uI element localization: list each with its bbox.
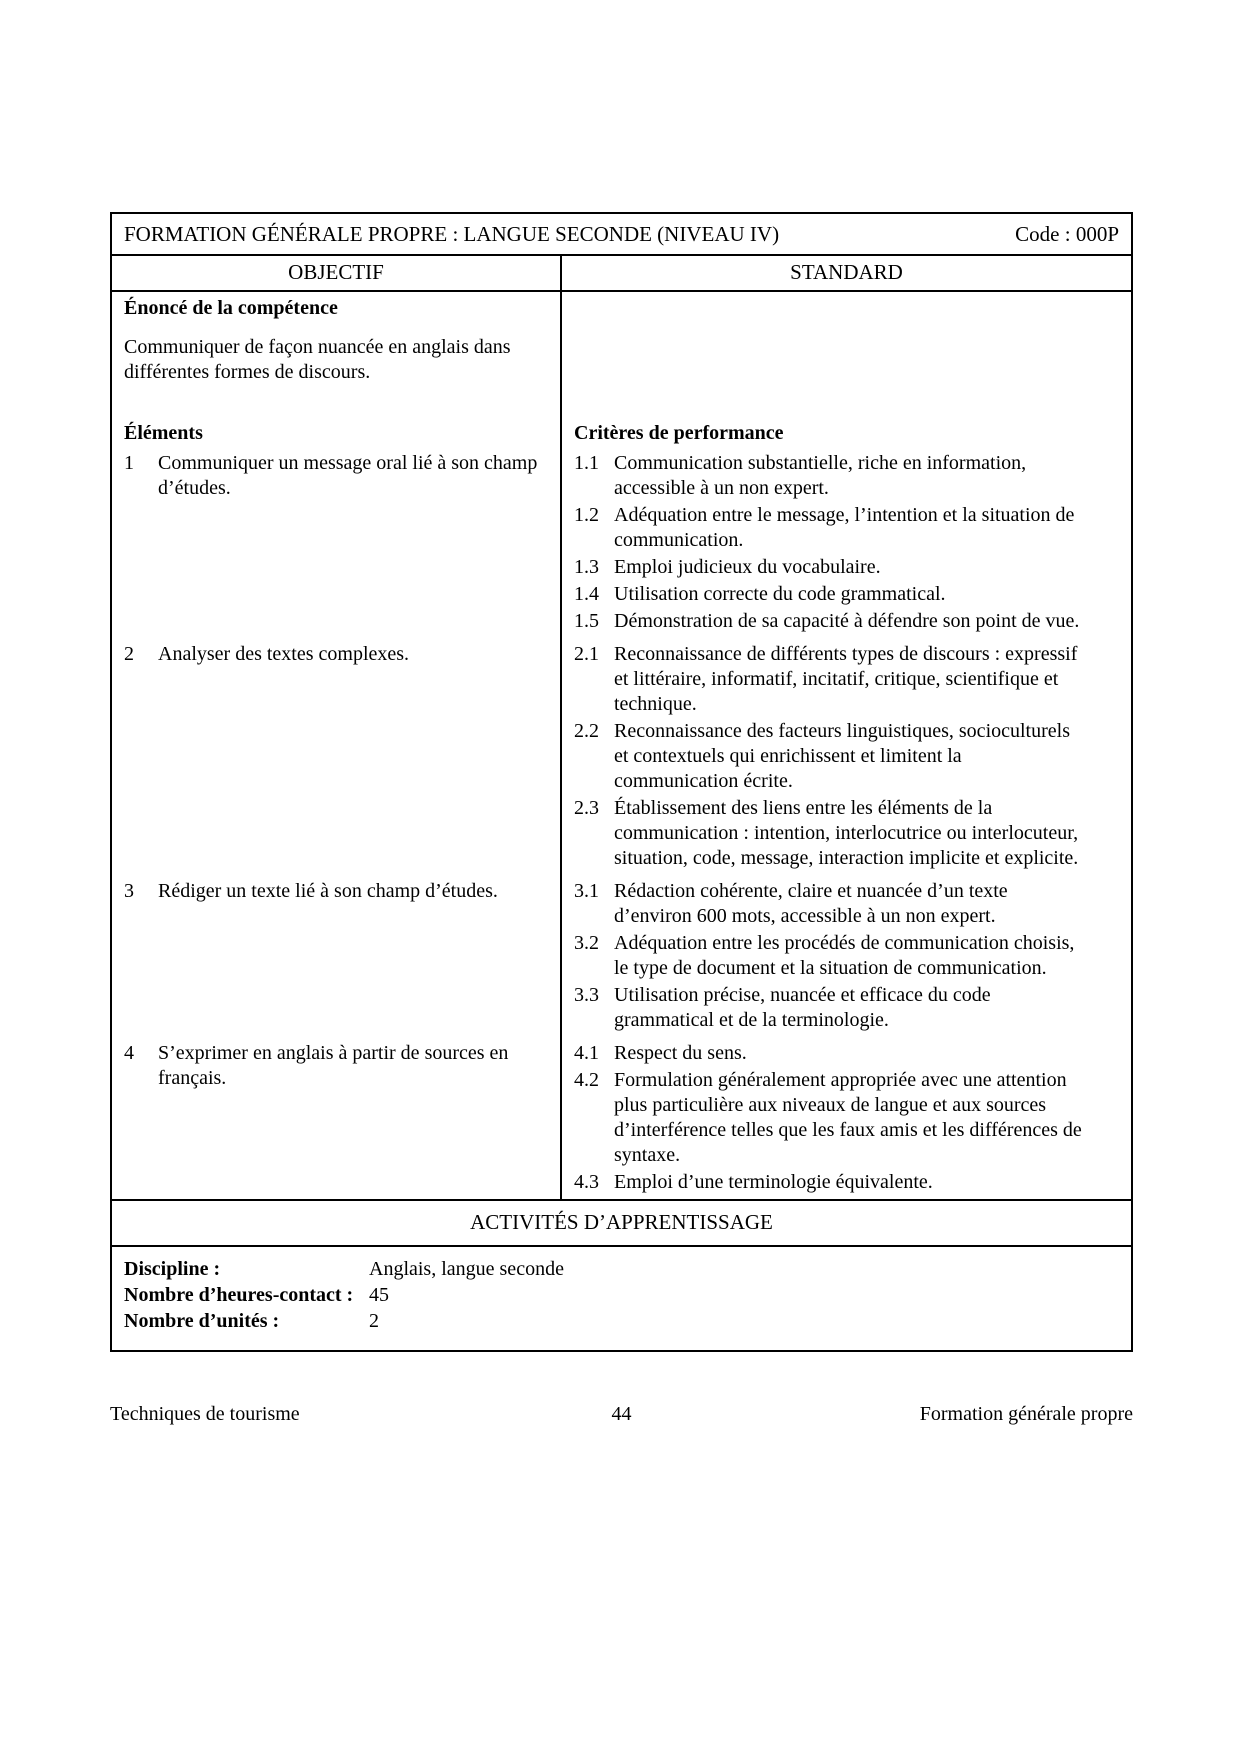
discipline-value: Anglais, langue seconde — [369, 1258, 564, 1280]
footer-right-text: Formation générale propre — [919, 1403, 1133, 1425]
criterion-item — [574, 582, 1119, 607]
table-body — [112, 292, 1131, 1201]
criterion-text: Emploi d’une terminologie équivalente. — [614, 1171, 933, 1193]
units-label: Nombre d’unités : — [124, 1310, 280, 1332]
criterion-item — [574, 1068, 1119, 1168]
document-title: FORMATION GÉNÉRALE PROPRE : LANGUE SECONDE (NIVEAU IV) — [124, 222, 780, 246]
criterion-text: Reconnaissance des facteurs linguistiques, socioculturels et contextuels qui enrichissent et limitent la communication écrite. — [614, 720, 1070, 792]
hours-contact-label: Nombre d’heures-contact : — [124, 1284, 354, 1306]
element-cell — [112, 875, 562, 1037]
criterion-number: 2.3 — [574, 797, 599, 819]
criterion-item — [574, 879, 1119, 929]
activities-heading: ACTIVITÉS D’APPRENTISSAGE — [112, 1201, 1131, 1247]
criterion-number: 2.2 — [574, 720, 599, 742]
element-number: 1 — [124, 452, 134, 474]
activities-row-discipline — [124, 1256, 1119, 1282]
criterion-number: 4.3 — [574, 1171, 599, 1193]
element-text: Analyser des textes complexes. — [158, 643, 410, 665]
criterion-number: 4.1 — [574, 1042, 599, 1064]
criterion-text: Utilisation correcte du code grammatical. — [614, 583, 946, 605]
activities-row-units — [124, 1308, 1119, 1334]
criteria-heading-cell — [562, 414, 1131, 447]
element-text: S’exprimer en anglais à partir de sources en français. — [158, 1042, 509, 1089]
activities-section — [112, 1247, 1131, 1350]
criterion-number: 1.2 — [574, 504, 599, 526]
element-text: Communiquer un message oral lié à son champ d’études. — [158, 452, 538, 499]
table-row — [112, 875, 1131, 1037]
enonce-empty-cell — [562, 292, 1131, 414]
element-item — [124, 1041, 548, 1091]
table-title-row — [112, 214, 1131, 256]
column-headers-row — [112, 256, 1131, 292]
element-cell — [112, 447, 562, 638]
activities-row-hours — [124, 1282, 1119, 1308]
criteria-cell — [562, 638, 1131, 875]
criterion-item — [574, 931, 1119, 981]
criterion-item — [574, 555, 1119, 580]
enonce-heading: Énoncé de la compétence — [124, 297, 338, 319]
page-number: 44 — [611, 1403, 632, 1425]
criteria-cell — [562, 1037, 1131, 1199]
criterion-text: Adéquation entre les procédés de communication choisis, le type de document et la situation de communication. — [614, 932, 1075, 979]
table-row — [112, 447, 1131, 638]
criterion-number: 1.1 — [574, 452, 599, 474]
criterion-text: Démonstration de sa capacité à défendre son point de vue. — [614, 610, 1080, 632]
criterion-number: 1.3 — [574, 556, 599, 578]
criterion-text: Formulation généralement appropriée avec une attention plus particulière aux niveaux de langue et aux sources d’interférence telles que les faux amis et les différences de syntaxe. — [614, 1069, 1082, 1166]
criterion-text: Emploi judicieux du vocabulaire. — [614, 556, 881, 578]
course-table — [110, 212, 1133, 1352]
element-number: 3 — [124, 880, 134, 902]
enonce-row — [112, 292, 1131, 414]
criterion-item — [574, 719, 1119, 794]
criterion-text: Respect du sens. — [614, 1042, 747, 1064]
criterion-number: 2.1 — [574, 643, 599, 665]
element-number: 4 — [124, 1042, 134, 1064]
criterion-number: 1.5 — [574, 610, 599, 632]
units-value: 2 — [369, 1310, 379, 1332]
criterion-item — [574, 451, 1119, 501]
criterion-text: Communication substantielle, riche en information, accessible à un non expert. — [614, 452, 1027, 499]
element-cell — [112, 1037, 562, 1199]
standard-column-header: STANDARD — [790, 260, 903, 284]
enonce-cell — [112, 292, 562, 414]
element-cell — [112, 638, 562, 875]
discipline-label: Discipline : — [124, 1258, 221, 1280]
footer-left-text: Techniques de tourisme — [110, 1403, 300, 1425]
element-item — [124, 879, 548, 904]
criteria-heading: Critères de performance — [574, 422, 784, 444]
element-item — [124, 451, 548, 501]
criterion-item — [574, 1170, 1119, 1195]
objectif-column-header: OBJECTIF — [112, 256, 562, 290]
page-footer — [110, 1402, 1133, 1427]
element-text: Rédiger un texte lié à son champ d’études. — [158, 880, 498, 902]
criterion-text: Rédaction cohérente, claire et nuancée d’un texte d’environ 600 mots, accessible à un non expert. — [614, 880, 1008, 927]
table-row — [112, 1037, 1131, 1199]
criterion-text: Reconnaissance de différents types de discours : expressif et littéraire, informatif, incitatif, critique, scientifique et technique. — [614, 643, 1078, 715]
elements-heading-cell — [112, 414, 562, 447]
criterion-item — [574, 1041, 1119, 1066]
criterion-number: 1.4 — [574, 583, 599, 605]
elements-heading: Éléments — [124, 422, 203, 444]
criteria-cell — [562, 875, 1131, 1037]
criterion-text: Établissement des liens entre les éléments de la communication : intention, interlocutrice ou interlocuteur, situation, code, message, interaction implicite et explicite. — [614, 797, 1079, 869]
criterion-number: 3.1 — [574, 880, 599, 902]
criterion-text: Adéquation entre le message, l’intention et la situation de communication. — [614, 504, 1075, 551]
criterion-number: 4.2 — [574, 1069, 599, 1091]
hours-contact-value: 45 — [369, 1284, 389, 1306]
criterion-text: Utilisation précise, nuancée et efficace du code grammatical et de la terminologie. — [614, 984, 991, 1031]
element-item — [124, 642, 548, 667]
criterion-item — [574, 503, 1119, 553]
criterion-item — [574, 642, 1119, 717]
criterion-number: 3.3 — [574, 984, 599, 1006]
criterion-item — [574, 983, 1119, 1033]
criteria-cell — [562, 447, 1131, 638]
criterion-number: 3.2 — [574, 932, 599, 954]
document-code: Code : 000P — [1015, 222, 1119, 246]
section-headings-row — [112, 414, 1131, 447]
table-row — [112, 638, 1131, 875]
criterion-item — [574, 796, 1119, 871]
enonce-text: Communiquer de façon nuancée en anglais dans différentes formes de discours. — [124, 336, 511, 383]
criterion-item — [574, 609, 1119, 634]
element-number: 2 — [124, 643, 134, 665]
